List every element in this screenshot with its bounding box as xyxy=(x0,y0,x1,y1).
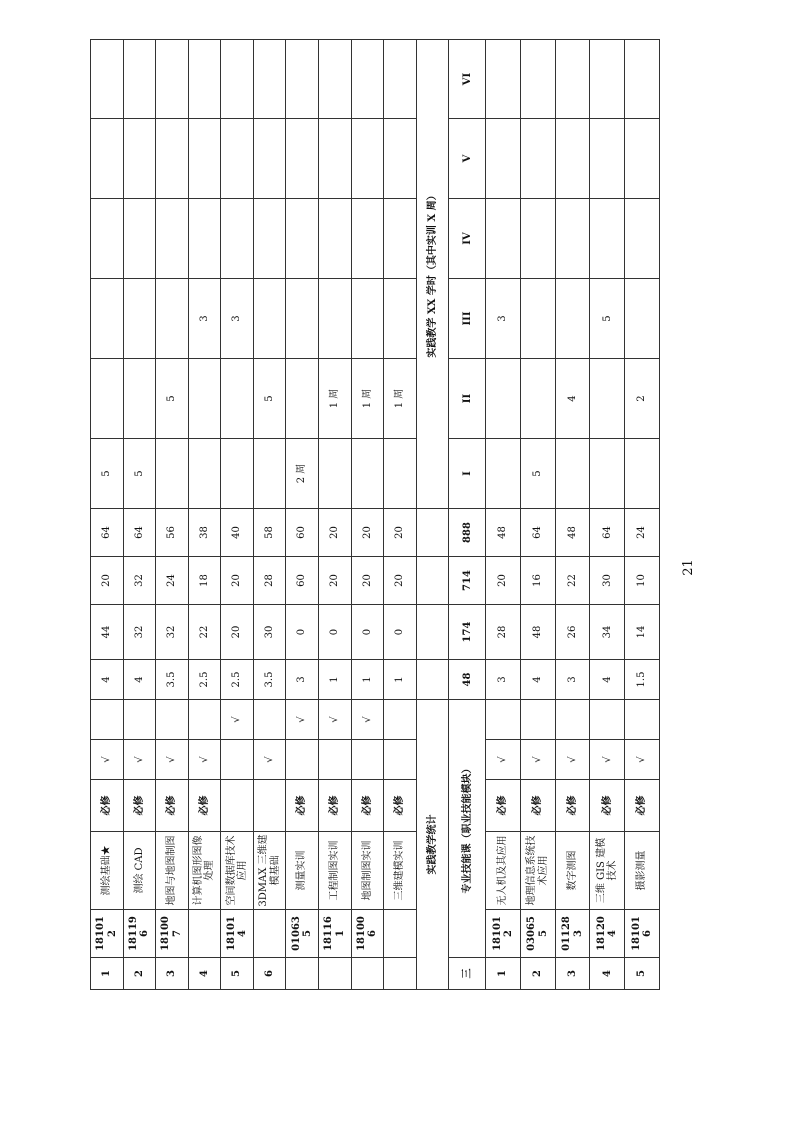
cell-exam: √ xyxy=(555,740,590,780)
cell-theory: 0 xyxy=(318,605,351,660)
cell-s1 xyxy=(253,439,286,509)
cell-s3 xyxy=(286,279,319,359)
cell-credit: 3 xyxy=(486,660,521,700)
cell-s6 xyxy=(286,40,319,119)
cell-s4 xyxy=(123,199,156,279)
cell-type: 必修 xyxy=(486,780,521,832)
cell-practice: 20 xyxy=(384,557,417,605)
cell-s1: 5 xyxy=(123,439,156,509)
cell-code: 01063 5 xyxy=(286,910,319,958)
cell-s4 xyxy=(555,199,590,279)
cell-s2 xyxy=(188,359,221,439)
curriculum-table xyxy=(90,39,660,990)
cell-s5 xyxy=(91,119,124,199)
cell-code: 18100 6 xyxy=(351,910,384,958)
cell-s6 xyxy=(555,40,590,119)
cell-s6 xyxy=(318,40,351,119)
cell-s3 xyxy=(384,279,417,359)
cell-credit: 3 xyxy=(286,660,319,700)
cell-no: 6 xyxy=(253,958,286,990)
cell-s5 xyxy=(221,119,254,199)
cell-s1 xyxy=(221,439,254,509)
cell-s3 xyxy=(520,279,555,359)
cell-s4 xyxy=(520,199,555,279)
cell-check xyxy=(188,700,221,740)
cell-check xyxy=(520,700,555,740)
cell-s4 xyxy=(286,199,319,279)
cell-s6 xyxy=(520,40,555,119)
cell-theory: 26 xyxy=(555,605,590,660)
cell-code: 18101 2 xyxy=(486,910,521,958)
cell-type: 必修 xyxy=(286,780,319,832)
cell-exam xyxy=(351,740,384,780)
semester-4-header: IV xyxy=(449,199,486,279)
cell-no: 1 xyxy=(91,958,124,990)
cell-s4 xyxy=(318,199,351,279)
cell-s5 xyxy=(625,119,660,199)
cell-type xyxy=(221,780,254,832)
cell-check xyxy=(486,700,521,740)
cell-practice: 16 xyxy=(520,557,555,605)
cell-credit: 3.5 xyxy=(253,660,286,700)
cell-type: 必修 xyxy=(91,780,124,832)
cell-code xyxy=(253,910,286,958)
table-row xyxy=(625,40,660,990)
cell-exam xyxy=(286,740,319,780)
cell-s4 xyxy=(351,199,384,279)
cell-no: 2 xyxy=(520,958,555,990)
cell-theory: 48 xyxy=(520,605,555,660)
cell-s1 xyxy=(156,439,189,509)
cell-practice: 20 xyxy=(351,557,384,605)
cell-type: 必修 xyxy=(156,780,189,832)
cell-s3 xyxy=(318,279,351,359)
cell-total: 40 xyxy=(221,509,254,557)
cell-theory: 0 xyxy=(351,605,384,660)
cell-s3 xyxy=(123,279,156,359)
cell-s6 xyxy=(486,40,521,119)
cell-theory: 32 xyxy=(156,605,189,660)
cell-type xyxy=(253,780,286,832)
table-row xyxy=(384,40,417,990)
table-row xyxy=(156,40,189,990)
cell-s3 xyxy=(91,279,124,359)
cell-exam xyxy=(221,740,254,780)
cell-theory: 14 xyxy=(625,605,660,660)
cell-s5 xyxy=(286,119,319,199)
cell-total: 64 xyxy=(123,509,156,557)
cell-exam: √ xyxy=(590,740,625,780)
cell-exam: √ xyxy=(520,740,555,780)
cell-credit: 4 xyxy=(91,660,124,700)
cell-s6 xyxy=(253,40,286,119)
table-row xyxy=(520,40,555,990)
cell-s3: 3 xyxy=(486,279,521,359)
cell-exam: √ xyxy=(253,740,286,780)
cell-exam: √ xyxy=(188,740,221,780)
cell-code xyxy=(188,910,221,958)
cell-code: 18101 4 xyxy=(221,910,254,958)
cell-type: 必修 xyxy=(123,780,156,832)
cell-no: 4 xyxy=(590,958,625,990)
cell-code: 18116 1 xyxy=(318,910,351,958)
module-index: 三 xyxy=(449,958,486,990)
cell-s2: 1 周 xyxy=(384,359,417,439)
cell-name: 数字测图 xyxy=(555,832,590,910)
table-row xyxy=(253,40,286,990)
cell-check: √ xyxy=(318,700,351,740)
cell-total: 20 xyxy=(384,509,417,557)
table-row xyxy=(555,40,590,990)
cell-s2: 4 xyxy=(555,359,590,439)
cell-exam: √ xyxy=(156,740,189,780)
cell-s3 xyxy=(351,279,384,359)
cell-theory: 34 xyxy=(590,605,625,660)
cell-check xyxy=(590,700,625,740)
cell-practice: 22 xyxy=(555,557,590,605)
upper-course-rows xyxy=(91,40,417,990)
cell-theory: 28 xyxy=(486,605,521,660)
lower-course-rows xyxy=(486,40,660,990)
cell-credit: 1.5 xyxy=(625,660,660,700)
cell-total: 64 xyxy=(91,509,124,557)
cell-name: 测量实训 xyxy=(286,832,319,910)
semester-6-header: VI xyxy=(449,40,486,119)
cell-theory: 32 xyxy=(123,605,156,660)
cell-total: 56 xyxy=(156,509,189,557)
table-row xyxy=(318,40,351,990)
cell-s2 xyxy=(221,359,254,439)
cell-no xyxy=(384,958,417,990)
cell-name: 测绘基础★ xyxy=(91,832,124,910)
cell-check xyxy=(156,700,189,740)
cell-s6 xyxy=(590,40,625,119)
cell-check xyxy=(91,700,124,740)
cell-s5 xyxy=(590,119,625,199)
table-row xyxy=(286,40,319,990)
cell-theory: 30 xyxy=(253,605,286,660)
cell-s6 xyxy=(221,40,254,119)
cell-s4 xyxy=(625,199,660,279)
cell-s2: 1 周 xyxy=(351,359,384,439)
cell-practice: 10 xyxy=(625,557,660,605)
cell-name: 地理信息系统技术应用 xyxy=(520,832,555,910)
cell-check xyxy=(625,700,660,740)
cell-no: 2 xyxy=(123,958,156,990)
module-title: 专业技能课（职业技能模块） xyxy=(449,700,486,958)
module-practice-total: 714 xyxy=(449,557,486,605)
cell-check xyxy=(555,700,590,740)
cell-s4 xyxy=(221,199,254,279)
cell-s3: 3 xyxy=(188,279,221,359)
cell-total: 38 xyxy=(188,509,221,557)
cell-s1 xyxy=(486,439,521,509)
cell-theory: 22 xyxy=(188,605,221,660)
cell-check xyxy=(123,700,156,740)
semester-3-header: III xyxy=(449,279,486,359)
cell-s6 xyxy=(188,40,221,119)
cell-s2 xyxy=(590,359,625,439)
cell-type: 必修 xyxy=(520,780,555,832)
cell-total: 20 xyxy=(318,509,351,557)
cell-s1 xyxy=(555,439,590,509)
cell-theory: 20 xyxy=(221,605,254,660)
cell-practice: 32 xyxy=(123,557,156,605)
cell-s4 xyxy=(91,199,124,279)
cell-code: 18101 6 xyxy=(625,910,660,958)
cell-credit: 4 xyxy=(123,660,156,700)
cell-s5 xyxy=(486,119,521,199)
cell-s1 xyxy=(625,439,660,509)
cell-s5 xyxy=(351,119,384,199)
cell-total: 24 xyxy=(625,509,660,557)
module-hours-total: 888 xyxy=(449,509,486,557)
cell-no: 5 xyxy=(625,958,660,990)
cell-name: 地图制图实训 xyxy=(351,832,384,910)
table-row xyxy=(123,40,156,990)
cell-practice: 20 xyxy=(91,557,124,605)
cell-s6 xyxy=(156,40,189,119)
cell-s2: 1 周 xyxy=(318,359,351,439)
cell-type: 必修 xyxy=(590,780,625,832)
cell-total: 48 xyxy=(555,509,590,557)
cell-practice: 18 xyxy=(188,557,221,605)
cell-total: 58 xyxy=(253,509,286,557)
cell-exam xyxy=(384,740,417,780)
cell-s2 xyxy=(486,359,521,439)
semester-2-header: II xyxy=(449,359,486,439)
cell-code xyxy=(384,910,417,958)
cell-s5 xyxy=(123,119,156,199)
cell-s2 xyxy=(123,359,156,439)
cell-s6 xyxy=(351,40,384,119)
cell-exam: √ xyxy=(625,740,660,780)
cell-total: 48 xyxy=(486,509,521,557)
module-theory-total: 174 xyxy=(449,605,486,660)
cell-type: 必修 xyxy=(318,780,351,832)
cell-s1 xyxy=(351,439,384,509)
cell-s4 xyxy=(486,199,521,279)
cell-s6 xyxy=(384,40,417,119)
cell-s3: 5 xyxy=(590,279,625,359)
cell-s2 xyxy=(520,359,555,439)
cell-s4 xyxy=(253,199,286,279)
cell-name: 测绘 CAD xyxy=(123,832,156,910)
cell-practice: 20 xyxy=(486,557,521,605)
cell-type: 必修 xyxy=(351,780,384,832)
cell-credit: 4 xyxy=(590,660,625,700)
cell-s3 xyxy=(625,279,660,359)
cell-no: 4 xyxy=(188,958,221,990)
cell-s2: 2 xyxy=(625,359,660,439)
cell-theory: 0 xyxy=(286,605,319,660)
cell-name: 三维 GIS 建模技术 xyxy=(590,832,625,910)
cell-name: 空间数据库技术应用 xyxy=(221,832,254,910)
cell-s2: 5 xyxy=(156,359,189,439)
cell-check: √ xyxy=(286,700,319,740)
cell-s1: 5 xyxy=(520,439,555,509)
cell-s5 xyxy=(520,119,555,199)
cell-no xyxy=(286,958,319,990)
cell-s1 xyxy=(318,439,351,509)
section-header xyxy=(416,40,485,990)
cell-s3: 3 xyxy=(221,279,254,359)
table-row xyxy=(91,40,124,990)
cell-check xyxy=(384,700,417,740)
semester-1-header: I xyxy=(449,439,486,509)
cell-total: 64 xyxy=(520,509,555,557)
cell-s6 xyxy=(91,40,124,119)
cell-s4 xyxy=(590,199,625,279)
cell-s3 xyxy=(253,279,286,359)
cell-exam: √ xyxy=(91,740,124,780)
cell-s6 xyxy=(123,40,156,119)
cell-s4 xyxy=(188,199,221,279)
cell-practice: 20 xyxy=(221,557,254,605)
table-row xyxy=(221,40,254,990)
cell-s1 xyxy=(384,439,417,509)
cell-type: 必修 xyxy=(384,780,417,832)
cell-exam: √ xyxy=(486,740,521,780)
cell-s4 xyxy=(384,199,417,279)
cell-s3 xyxy=(156,279,189,359)
cell-s1: 2 周 xyxy=(286,439,319,509)
cell-code: 18100 7 xyxy=(156,910,189,958)
cell-s2: 5 xyxy=(253,359,286,439)
table-row xyxy=(188,40,221,990)
cell-name: 地图与地图制图 xyxy=(156,832,189,910)
cell-practice: 60 xyxy=(286,557,319,605)
cell-name: 摄影测量 xyxy=(625,832,660,910)
table-row xyxy=(590,40,625,990)
cell-code: 18101 2 xyxy=(91,910,124,958)
cell-no: 5 xyxy=(221,958,254,990)
cell-check: √ xyxy=(351,700,384,740)
cell-no: 3 xyxy=(156,958,189,990)
cell-name: 工程制图实训 xyxy=(318,832,351,910)
cell-practice: 20 xyxy=(318,557,351,605)
cell-exam: √ xyxy=(123,740,156,780)
cell-s5 xyxy=(156,119,189,199)
cell-code: 03065 5 xyxy=(520,910,555,958)
cell-s6 xyxy=(625,40,660,119)
cell-name: 3DMAX 三维建模基础 xyxy=(253,832,286,910)
cell-type: 必修 xyxy=(555,780,590,832)
cell-s2 xyxy=(91,359,124,439)
cell-type: 必修 xyxy=(188,780,221,832)
rotated-table-area xyxy=(90,72,660,990)
module-credit-total: 48 xyxy=(449,660,486,700)
cell-code: 18119 6 xyxy=(123,910,156,958)
table-row xyxy=(486,40,521,990)
cell-credit: 2.5 xyxy=(221,660,254,700)
cell-credit: 2.5 xyxy=(188,660,221,700)
cell-no xyxy=(318,958,351,990)
cell-check: √ xyxy=(221,700,254,740)
cell-s5 xyxy=(253,119,286,199)
cell-s1 xyxy=(188,439,221,509)
cell-s5 xyxy=(318,119,351,199)
cell-total: 60 xyxy=(286,509,319,557)
practice-header: 实践教学 XX 学时（其中实训 X 周） xyxy=(416,40,449,509)
cell-no xyxy=(351,958,384,990)
cell-s1: 5 xyxy=(91,439,124,509)
cell-practice: 30 xyxy=(590,557,625,605)
cell-theory: 0 xyxy=(384,605,417,660)
cell-no: 3 xyxy=(555,958,590,990)
cell-code: 18120 4 xyxy=(590,910,625,958)
cell-s2 xyxy=(286,359,319,439)
cell-check xyxy=(253,700,286,740)
cell-s5 xyxy=(188,119,221,199)
cell-credit: 1 xyxy=(384,660,417,700)
table-row xyxy=(351,40,384,990)
cell-credit: 4 xyxy=(520,660,555,700)
cell-name: 无人机及其应用 xyxy=(486,832,521,910)
cell-s5 xyxy=(384,119,417,199)
section-title: 实践教学统计 xyxy=(416,700,449,990)
cell-name: 三维建模实训 xyxy=(384,832,417,910)
cell-exam xyxy=(318,740,351,780)
cell-practice: 28 xyxy=(253,557,286,605)
cell-s3 xyxy=(555,279,590,359)
page-number: 21 xyxy=(680,559,696,576)
cell-total: 64 xyxy=(590,509,625,557)
cell-theory: 44 xyxy=(91,605,124,660)
cell-code: 01128 3 xyxy=(555,910,590,958)
cell-credit: 1 xyxy=(351,660,384,700)
cell-s5 xyxy=(555,119,590,199)
cell-s4 xyxy=(156,199,189,279)
cell-credit: 3 xyxy=(555,660,590,700)
cell-s1 xyxy=(590,439,625,509)
cell-credit: 3.5 xyxy=(156,660,189,700)
cell-practice: 24 xyxy=(156,557,189,605)
semester-5-header: V xyxy=(449,119,486,199)
cell-total: 20 xyxy=(351,509,384,557)
cell-type: 必修 xyxy=(625,780,660,832)
cell-credit: 1 xyxy=(318,660,351,700)
cell-no: 1 xyxy=(486,958,521,990)
cell-name: 计算机图形图像处理 xyxy=(188,832,221,910)
